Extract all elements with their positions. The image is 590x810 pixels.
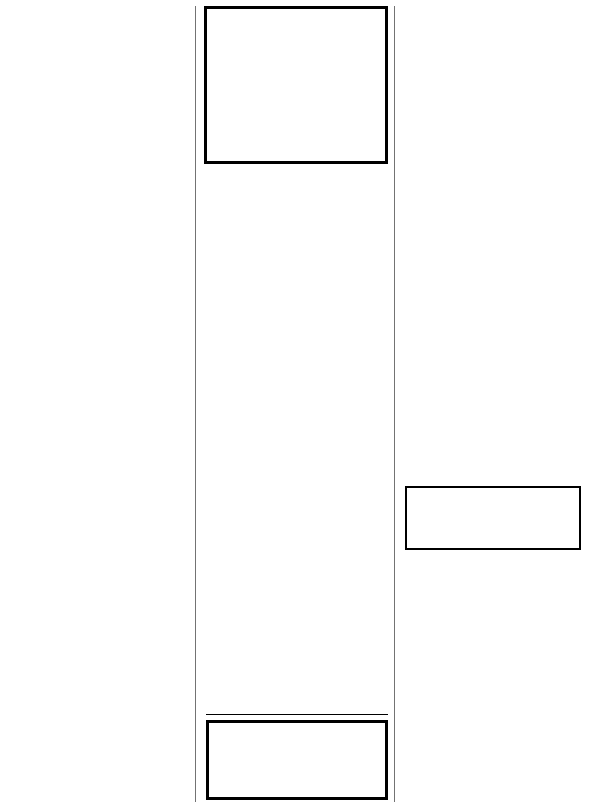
headline-box xyxy=(204,6,388,164)
column-divider xyxy=(195,6,196,802)
bottom-headline-box xyxy=(206,720,388,800)
column-left xyxy=(4,4,190,806)
column-right xyxy=(398,4,586,806)
column-divider xyxy=(394,6,395,802)
section-rule xyxy=(206,714,388,715)
subheadline-box xyxy=(405,486,581,550)
